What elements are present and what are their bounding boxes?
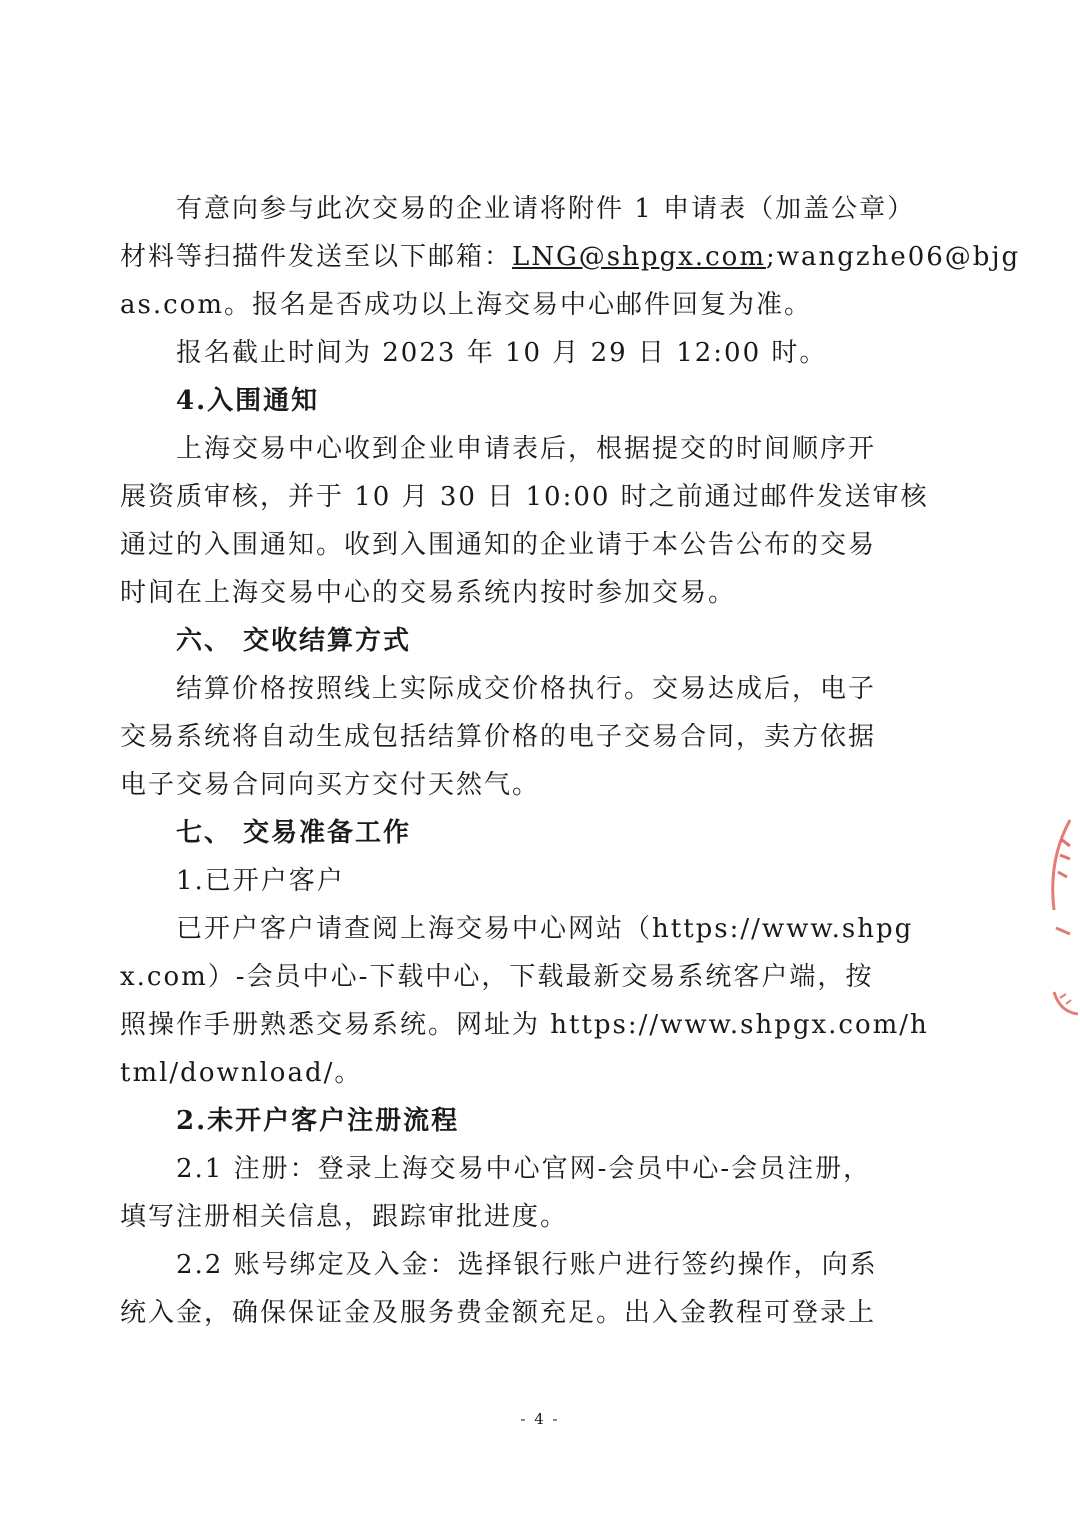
paragraph-line: 展资质审核，并于 10 月 30 日 10:00 时之前通过邮件发送审核 (120, 482, 929, 512)
paragraph-line: 统入金，确保保证金及服务费金额充足。出入金教程可登录上 (120, 1298, 877, 1328)
paragraph-line: tml/download/。 (120, 1058, 363, 1088)
paragraph-line: 填写注册相关信息，跟踪审批进度。 (120, 1202, 569, 1232)
paragraph-line: 电子交易合同向买方交付天然气。 (120, 770, 541, 800)
paragraph-line: 上海交易中心收到企业申请表后，根据提交的时间顺序开 (176, 434, 877, 464)
paragraph-line: x.com）-会员中心-下载中心，下载最新交易系统客户端，按 (120, 962, 874, 992)
paragraph-line: 2.1 注册：登录上海交易中心官网-会员中心-会员注册， (176, 1154, 872, 1184)
subsection-heading: 1.已开户客户 (176, 866, 345, 896)
paragraph-line: 报名截止时间为 2023 年 10 月 29 日 12:00 时。 (176, 338, 828, 368)
section-heading: 六、 交收结算方式 (176, 626, 412, 656)
seal-stamp-fragment (1020, 800, 1080, 1040)
page-number: - 4 - (520, 1410, 560, 1428)
paragraph-line: 有意向参与此次交易的企业请将附件 1 申请表（加盖公章） (176, 194, 916, 224)
section-heading: 4.入围通知 (176, 386, 320, 416)
paragraph-line: 2.2 账号绑定及入金：选择银行账户进行签约操作，向系 (176, 1250, 878, 1280)
subsection-heading: 2.未开户客户注册流程 (176, 1106, 460, 1136)
document-body (120, 185, 1021, 1337)
paragraph-line: 照操作手册熟悉交易系统。网址为 https://www.shpgx.com/h (120, 1010, 929, 1040)
paragraph-line: 时间在上海交易中心的交易系统内按时参加交易。 (120, 578, 737, 608)
line-text: 材料等扫描件发送至以下邮箱： (120, 242, 513, 272)
paragraph-line-with-email (120, 233, 1021, 281)
paragraph-line: as.com。报名是否成功以上海交易中心邮件回复为准。 (120, 290, 812, 320)
paragraph-line: 结算价格按照线上实际成交价格执行。交易达成后，电子 (176, 674, 877, 704)
paragraph-line: 交易系统将自动生成包括结算价格的电子交易合同，卖方依据 (120, 722, 877, 752)
email-link-primary[interactable]: LNG@shpgx.com (512, 242, 766, 272)
paragraph-line: 已开户客户请查阅上海交易中心网站（https://www.shpg (176, 914, 914, 944)
paragraph-line: 通过的入围通知。收到入围通知的企业请于本公告公布的交易 (120, 530, 877, 560)
email-secondary[interactable]: ;wangzhe06@bjg (765, 242, 1021, 272)
section-heading: 七、 交易准备工作 (176, 818, 412, 848)
